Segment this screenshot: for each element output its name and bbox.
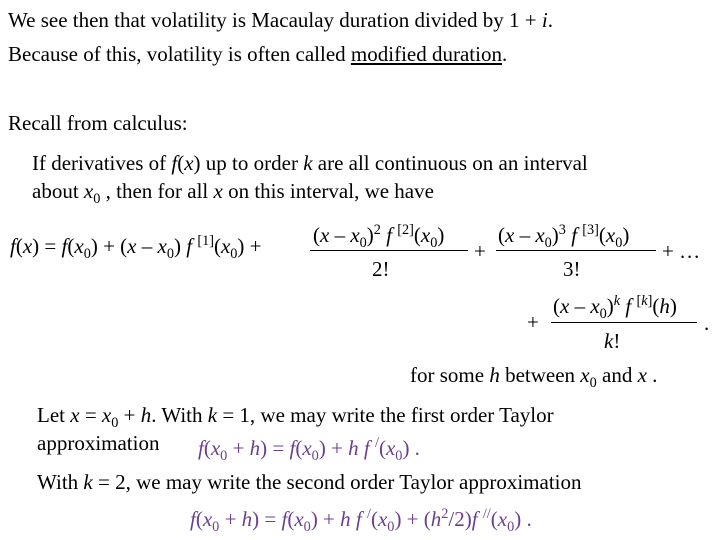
theorem-line-1: If derivatives of f(x) up to order k are all continuous on an interval	[32, 151, 588, 175]
plus-sign-1: +	[474, 239, 486, 263]
fraction-2-bar	[310, 250, 468, 251]
fraction-3-numerator: $(x - x_0)^3$ f $[3](x_0)$	[498, 222, 630, 252]
formula-tail-ellipsis: + …	[662, 239, 701, 263]
fraction-2-numerator: $(x - x_0)^2$ f $[2](x_0)$	[313, 222, 445, 252]
theorem-line-2: about $x_0$ , then for all x on this interval, we have	[32, 179, 434, 208]
taylor-line-1: Let $x = x_0 + h$. With k = 1, we may write the first order Taylor	[37, 403, 554, 432]
formula-period: .	[704, 311, 710, 335]
modified-duration-term: modified duration	[350, 42, 502, 66]
formula-lhs: $f(x) = f(x_0) + (x - x_0)$ f $[1](x_0)$ +	[10, 233, 262, 263]
fraction-k-numerator: $(x - x_0)^k$ f [k](h)	[553, 293, 677, 323]
recall-heading: Recall from calculus:	[8, 111, 188, 135]
fraction-k-bar	[551, 322, 697, 323]
intro-line-1: We see then that volatility is Macaulay duration divided by 1 + i.	[8, 8, 553, 32]
fraction-k-denominator: k!	[604, 329, 621, 353]
taylor-line-3: With k = 2, we may write the second order Taylor approximation	[37, 470, 582, 494]
plus-sign-2: +	[527, 310, 539, 334]
intro-line-2: Because of this, volatility is often called modified duration.	[8, 42, 508, 66]
second-order-approximation: $f(x_0 + h) = f(x_0) + h$ f $^/(x_0) + (h^2/2)f$ $^{//}(x_0)$ .	[190, 506, 532, 536]
formula-condition: for some h between $x_0$ and x .	[410, 363, 658, 392]
taylor-line-2-label: approximation	[37, 431, 160, 455]
fraction-3-denominator: 3!	[563, 257, 581, 281]
first-order-approximation: $f(x_0 + h) = f(x_0) + h$ f $^/(x_0)$ .	[198, 435, 420, 465]
fraction-3-bar	[496, 250, 656, 251]
fraction-2-denominator: 2!	[372, 257, 390, 281]
